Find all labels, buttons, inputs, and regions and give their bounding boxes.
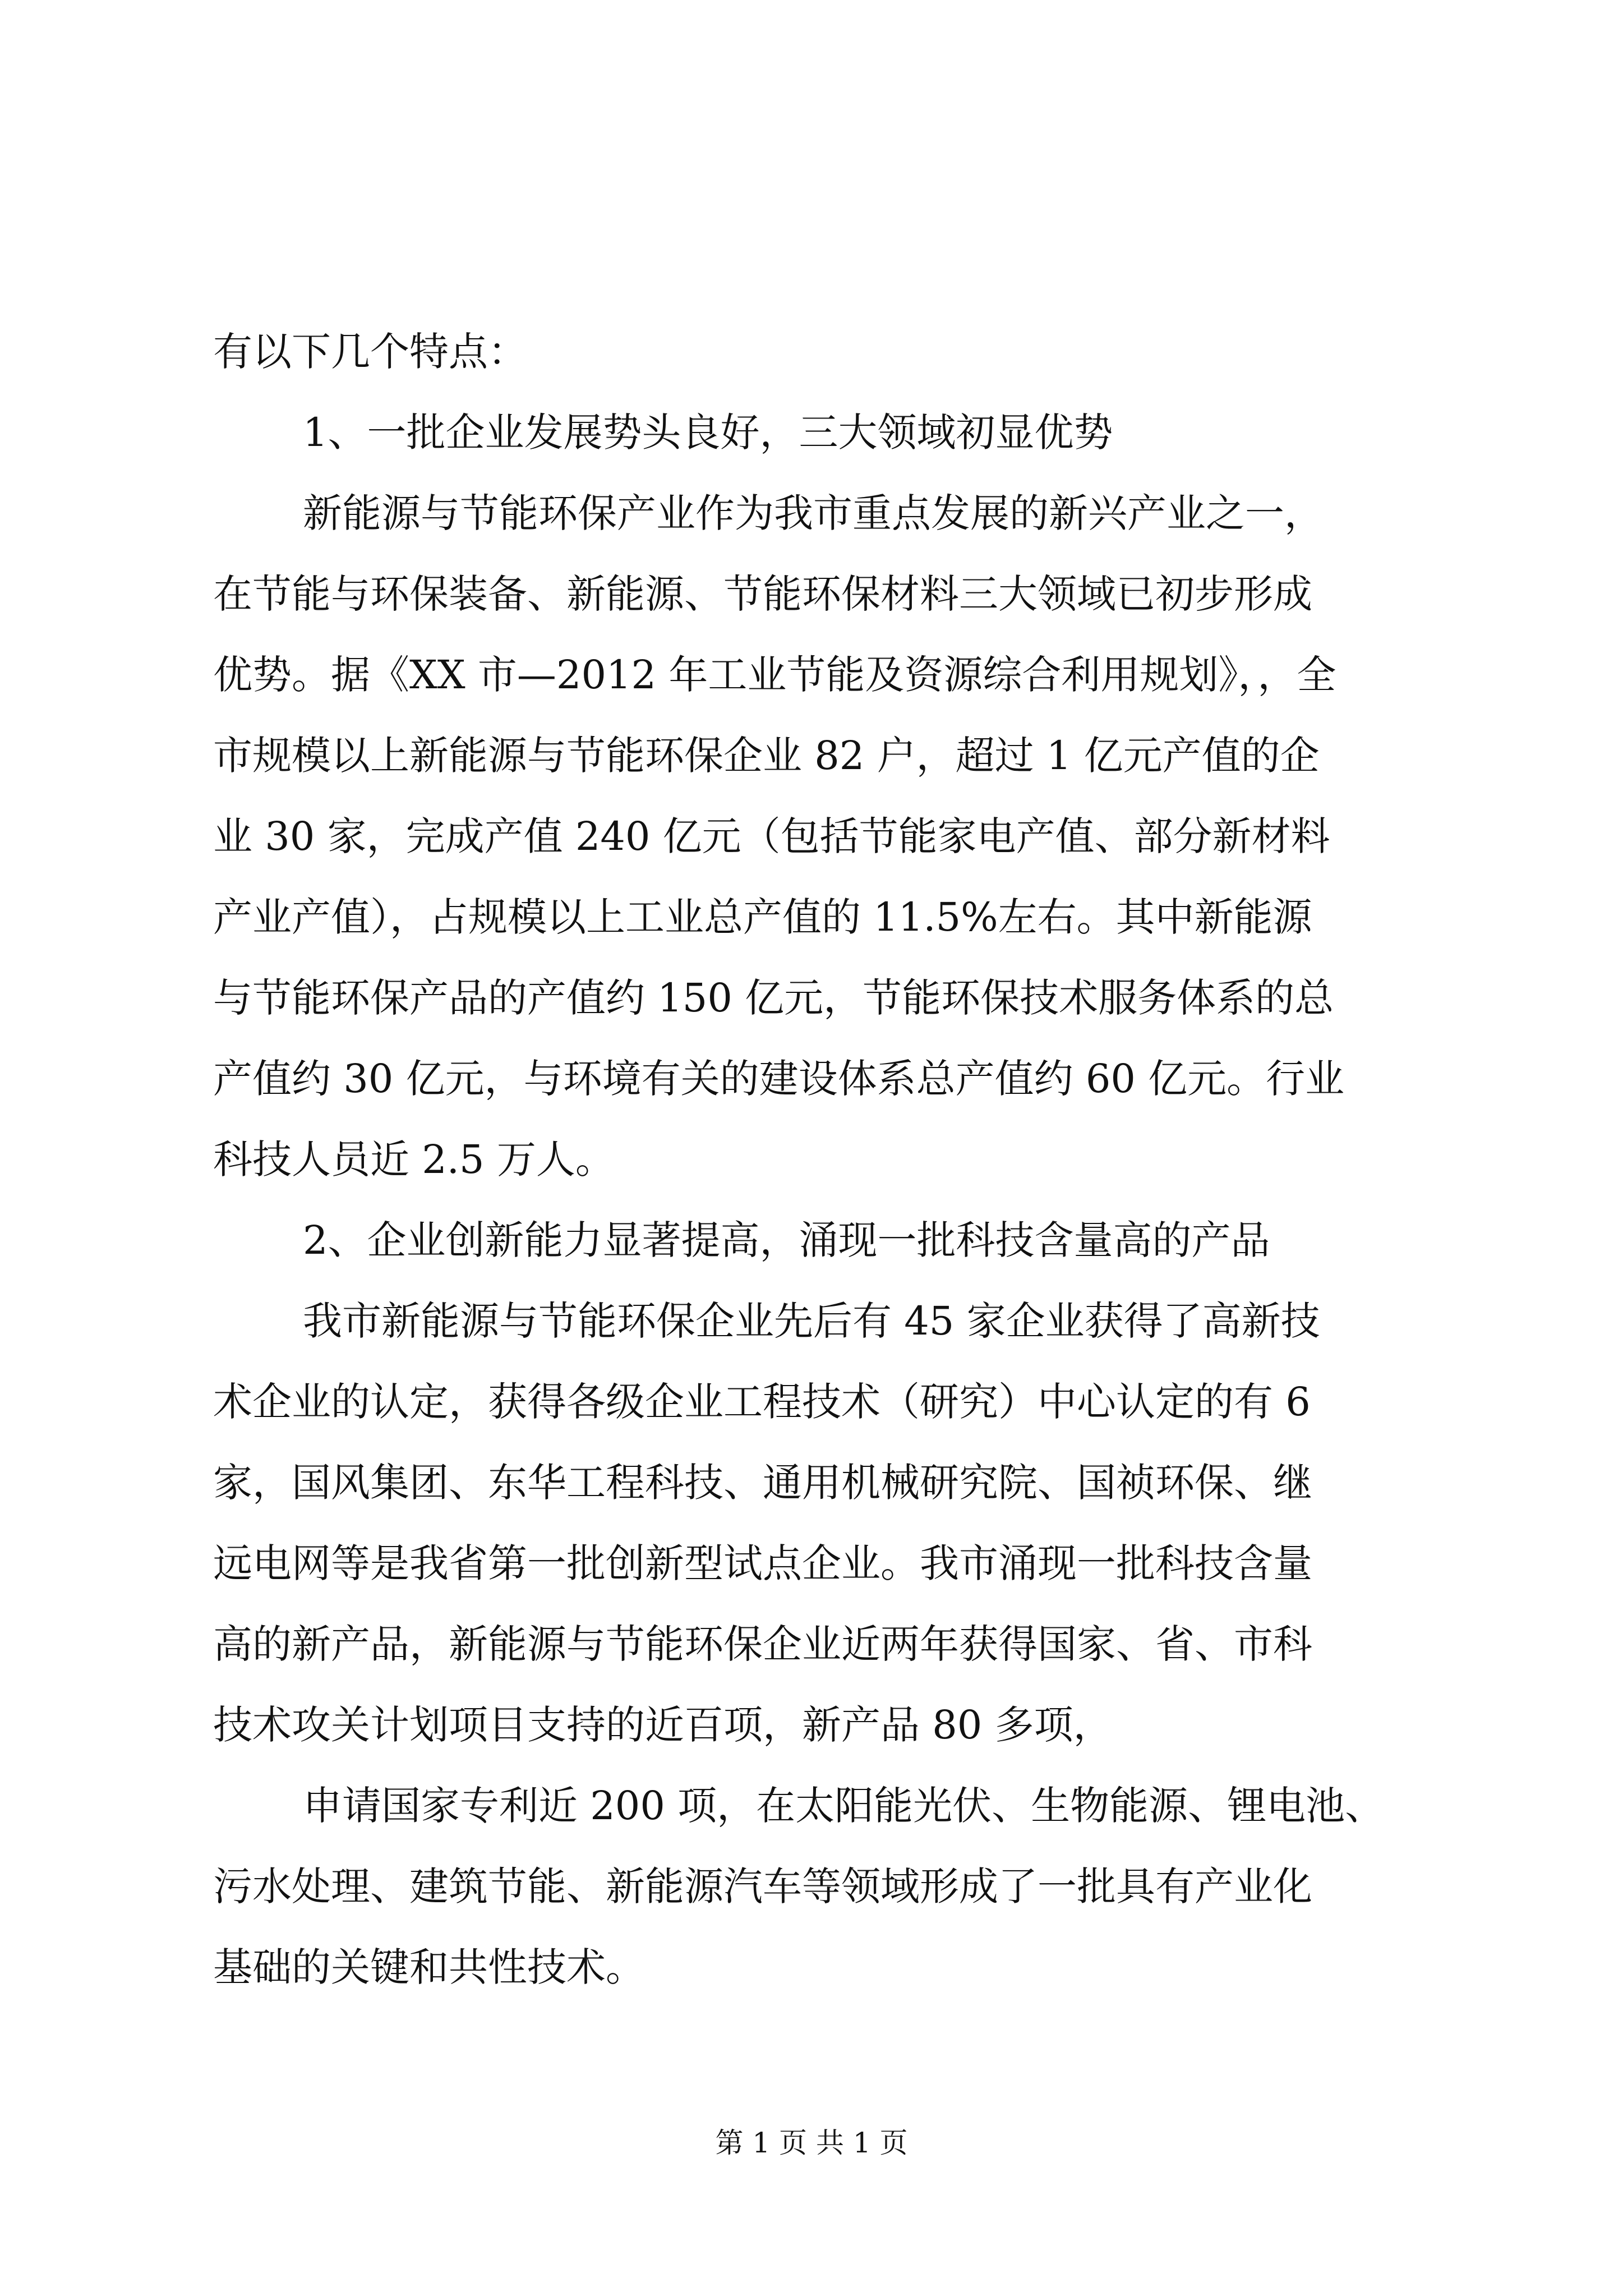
paragraph-line: 基础的关键和共性技术。 <box>213 1944 645 1990</box>
paragraph-line: 技术攻关计划项目支持的近百项，新产品 80 多项， <box>213 1702 1113 1748</box>
page-footer: 第 1 页 共 1 页 <box>715 2127 908 2159</box>
paragraph-line: 污水处理、建筑节能、新能源汽车等领域形成了一批具有产业化 <box>213 1864 1312 1910</box>
paragraph-line: 与节能环保产品的产值约 150 亿元，节能环保技术服务体系的总 <box>213 975 1334 1021</box>
section-heading: 2、企业创新能力显著提高，涌现一批科技含量高的产品 <box>303 1217 1270 1263</box>
paragraph-line: 申请国家专利近 200 项，在太阳能光伏、生物能源、锂电池、 <box>303 1783 1385 1829</box>
paragraph-line: 业 30 家，完成产值 240 亿元（包括节能家电产值、部分新材料 <box>213 813 1330 859</box>
paragraph-line: 高的新产品，新能源与节能环保企业近两年获得国家、省、市科 <box>213 1621 1312 1667</box>
paragraph-line: 市规模以上新能源与节能环保企业 82 户，超过 1 亿元产值的企 <box>213 733 1320 779</box>
paragraph-line: 我市新能源与节能环保企业先后有 45 家企业获得了高新技 <box>303 1298 1320 1344</box>
paragraph-line: 产业产值），占规模以上工业总产值的 11.5%左右。其中新能源 <box>213 894 1312 940</box>
paragraph-line: 远电网等是我省第一批创新型试点企业。我市涌现一批科技含量 <box>213 1540 1312 1586</box>
document-body <box>213 311 1413 2008</box>
section-heading: 1、一批企业发展势头良好，三大领域初显优势 <box>303 409 1113 455</box>
paragraph-line: 产值约 30 亿元，与环境有关的建设体系总产值约 60 亿元。行业 <box>213 1056 1345 1102</box>
paragraph-line: 术企业的认定，获得各级企业工程技术（研究）中心认定的有 6 <box>213 1379 1311 1425</box>
paragraph-line: 科技人员近 2.5 万人。 <box>213 1137 615 1182</box>
paragraph-line: 家，国风集团、东华工程科技、通用机械研究院、国祯环保、继 <box>213 1460 1312 1506</box>
text-line: 有以下几个特点： <box>213 329 527 375</box>
paragraph-line: 优势。据《XX 市—2012 年工业节能及资源综合利用规划》，，全 <box>213 652 1336 698</box>
paragraph-line: 在节能与环保装备、新能源、节能环保材料三大领域已初步形成 <box>213 571 1312 617</box>
paragraph-line: 新能源与节能环保产业作为我市重点发展的新兴产业之一， <box>303 490 1324 536</box>
